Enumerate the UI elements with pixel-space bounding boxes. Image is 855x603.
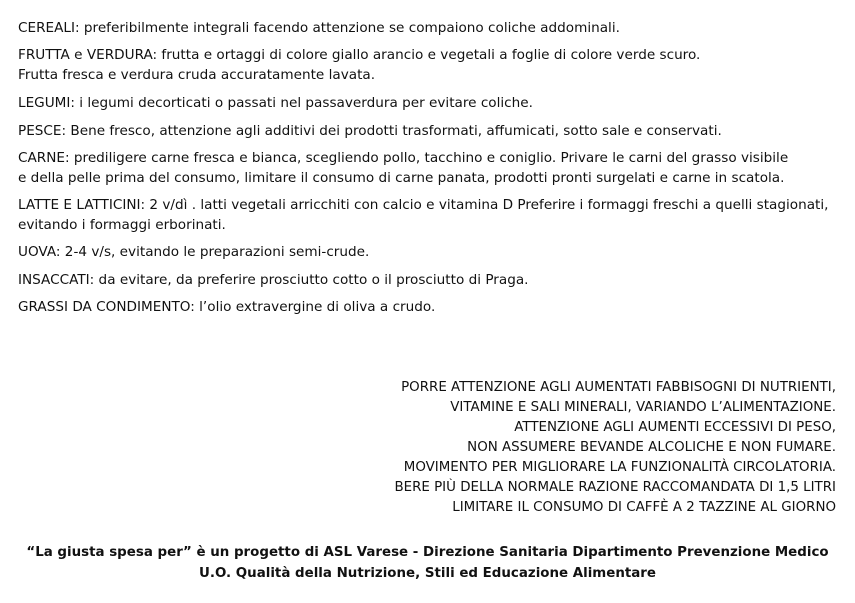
paragraph-line: INSACCATI: da evitare, da preferire prosciutto cotto o il prosciutto di Praga.: [18, 272, 529, 288]
paragraph-frutta-verdura: [18, 45, 836, 85]
footer-line: “La giusta spesa per” è un progetto di ASL Varese - Direzione Sanitaria Dipartimento Prevenzione Medico: [26, 545, 829, 560]
advice-line: BERE PIÙ DELLA NORMALE RAZIONE RACCOMANDATA DI 1,5 LITRI: [394, 480, 836, 495]
advice-line: LIMITARE IL CONSUMO DI CAFFÈ A 2 TAZZINE AL GIORNO: [452, 500, 836, 515]
advice-line: PORRE ATTENZIONE AGLI AUMENTATI FABBISOGNI DI NUTRIENTI,: [401, 380, 836, 395]
advice-block: [316, 378, 836, 518]
paragraph-line: e della pelle prima del consumo, limitare il consumo di carne panata, prodotti pronti surgelati e carne in scatola.: [18, 170, 785, 186]
paragraph-line: LATTE E LATTICINI: 2 v/dì . latti vegetali arricchiti con calcio e vitamina D Preferire i formaggi freschi a quelli stagionati,: [18, 197, 829, 213]
paragraph-grassi: [18, 297, 836, 317]
paragraph-latte-latticini: [18, 195, 836, 235]
paragraph-line: Frutta fresca e verdura cruda accuratamente lavata.: [18, 67, 376, 83]
advice-line: NON ASSUMERE BEVANDE ALCOLICHE E NON FUMARE.: [467, 440, 836, 455]
paragraph-line: UOVA: 2-4 v/s, evitando le preparazioni semi-crude.: [18, 244, 370, 260]
paragraph-insaccati: [18, 270, 836, 290]
paragraph-line: CEREALI: preferibilmente integrali facendo attenzione se compaiono coliche addominali.: [18, 20, 620, 36]
advice-line: MOVIMENTO PER MIGLIORARE LA FUNZIONALITÀ CIRCOLATORIA.: [403, 460, 836, 475]
footer-credits: [0, 542, 855, 584]
paragraph-line: FRUTTA e VERDURA: frutta e ortaggi di colore giallo arancio e vegetali a foglie di colore verde scuro.: [18, 47, 701, 63]
paragraph-line: evitando i formaggi erborinati.: [18, 217, 226, 233]
paragraph-cereali: [18, 18, 836, 38]
paragraph-line: GRASSI DA CONDIMENTO: l’olio extravergine di oliva a crudo.: [18, 299, 436, 315]
paragraph-carne: [18, 148, 836, 188]
footer-line: U.O. Qualità della Nutrizione, Stili ed Educazione Alimentare: [199, 566, 656, 581]
paragraph-legumi: [18, 93, 836, 113]
advice-line: VITAMINE E SALI MINERALI, VARIANDO L’ALIMENTAZIONE.: [450, 400, 836, 415]
advice-line: ATTENZIONE AGLI AUMENTI ECCESSIVI DI PESO,: [514, 420, 836, 435]
paragraph-line: LEGUMI: i legumi decorticati o passati nel passaverdura per evitare coliche.: [18, 95, 533, 111]
paragraph-uova: [18, 242, 836, 262]
paragraph-pesce: [18, 121, 836, 141]
paragraph-line: PESCE: Bene fresco, attenzione agli additivi dei prodotti trasformati, affumicati, sotto sale e conservati.: [18, 123, 722, 139]
paragraph-line: CARNE: prediligere carne fresca e bianca, scegliendo pollo, tacchino e coniglio. Privare le carni del grasso visibile: [18, 150, 789, 166]
